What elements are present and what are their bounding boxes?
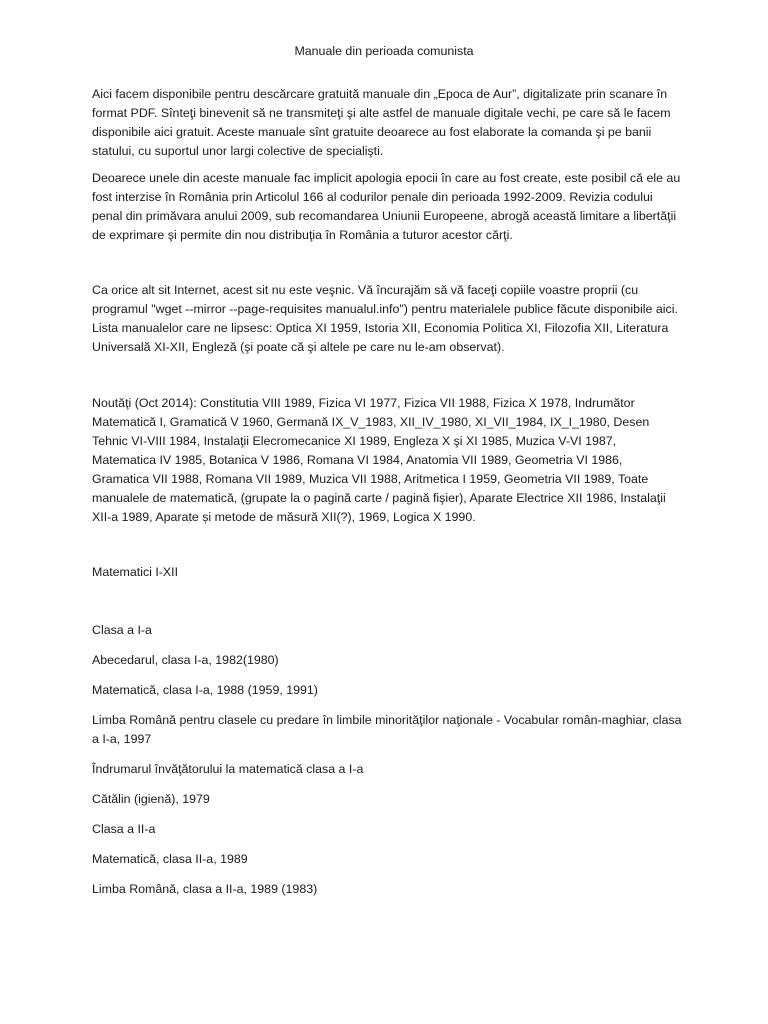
legal-paragraph: Deoarece unele din aceste manuale fac implicit apologia epocii în care au fost create, este posibil că ele au fost interzise în România prin Articolul 166 al codurilor penale din perioada 1992-2009. Revizia codului penal din primăvara anului 2009, sub recomandarea Uniunii Europeene, abrogă această limitare a libertăţii de exprimare şi permite din nou distribuţia în România a tuturor acestor cărţi. [92,171,681,242]
list-item: Matematică, clasa II-a, 1989 [92,852,248,866]
list-item: Îndrumarul învăţătorului la matematică clasa a I-a [92,762,364,776]
document-body [92,85,682,910]
list-item: Clasa a I-a [92,623,152,637]
textbook-list [92,621,682,899]
list-item: Limba Română pentru clasele cu predare în limbile minorităţilor naţionale - Vocabular român-maghiar, clasa a I-a, 1997 [92,713,682,746]
intro-paragraph: Aici facem disponibile pentru descărcare gratuită manuale din „Epoca de Aur”, digitalizate prin scanare în format PDF. Sînteţi binevenit să ne transmiteţi şi alte astfel de manuale digitale vechi, pe care să le facem disponibile aici gratuit. Aceste manuale sînt gratuite deoarece au fost elaborate la comanda şi pe banii statului, cu suportul unor largi colective de specialişti. [92,87,671,158]
document-title: Manuale din perioada comunista [294,44,474,58]
news-paragraph: Noutăţi (Oct 2014): Constitutia VIII 1989, Fizica VI 1977, Fizica VII 1988, Fizica X 1978, Indrumător Matematică I, Gramatică V 1960, Germană IX_V_1983, XII_IV_1980, XI_VII_1984, IX_I_1980, Desen Tehnic VI-VIII 1984, Instalaţii Elecromecanice XI 1989, Engleza X şi XI 1985, Muzica V-VI 1987, Matematica IV 1985, Botanica V 1986, Romana VI 1984, Anatomia VII 1989, Geometria VI 1986, Gramatica VII 1988, Romana VII 1989, Muzica VII 1988, Aritmetica I 1959, Geometria VII 1989, Toate manualele de matematică, (grupate la o pagină carte / pagină fişier), Aparate Electrice XII 1986, Instalaţii XII-a 1989, Aparate și metode de măsură XII(?), 1969, Logica X 1990. [92,396,666,524]
list-item: Limba Română, clasa a II-a, 1989 (1983) [92,882,318,896]
section-heading: Matematici I-XII [92,565,179,579]
list-item: Cătălin (igienă), 1979 [92,792,210,806]
list-item: Abecedarul, clasa I-a, 1982(1980) [92,653,279,667]
list-item: Clasa a II-a [92,822,156,836]
mirror-paragraph: Ca orice alt sit Internet, acest sit nu este veşnic. Vă încurajăm să vă faceţi copiile voastre proprii (cu programul "wget --mirror --page-requisites manualul.info") pentru materialele publice făcute disponibile aici. Lista manualelor care ne lipsesc: Optica XI 1959, Istoria XII, Economia Politica XI, Filozofia XII, Literatura Universală XI-XII, Engleză (şi poate că şi altele pe care nu le-am observat). [92,283,678,354]
list-item: Matematică, clasa I-a, 1988 (1959, 1991) [92,683,318,697]
